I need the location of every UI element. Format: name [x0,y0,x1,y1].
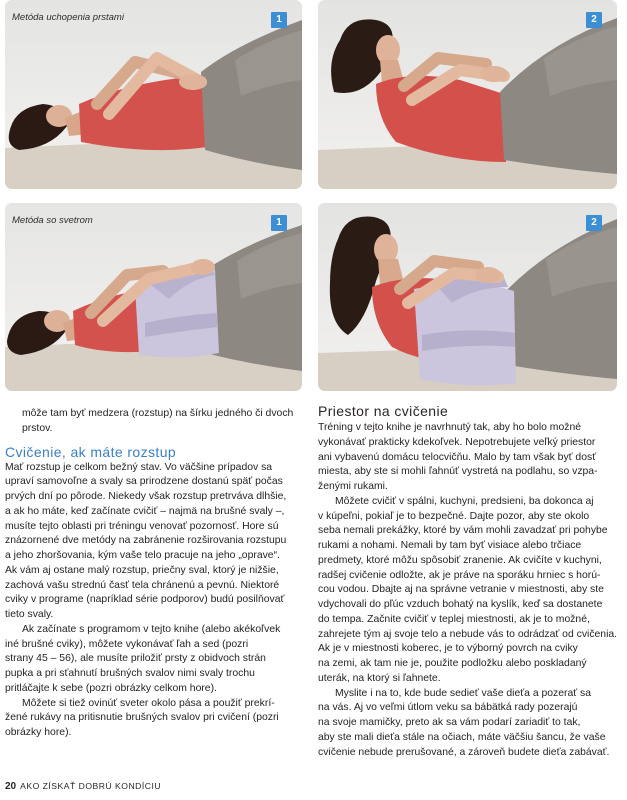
photo-caption: Metóda so svetrom [12,215,93,226]
text-line: cou vodou. Dbajte aj na správne vetranie v miestnosti, aby ste [318,584,604,596]
page-footer [5,779,161,794]
photo-finger-method-step-2 [318,0,617,189]
page-number: 20 [5,781,17,792]
running-title: AKO ZÍSKAŤ DOBRÚ KONDÍCIU [20,781,162,791]
text-line: pupka a pri sťahnutí brušných svalov nimi svaly trochu [5,668,255,679]
text-line: upraví samovoľne a svaly sa prirodzene dostanú späť počas [5,476,283,488]
text-line: znázornené dve metódy na zabránenie rozširovania rozstupu [5,535,287,547]
photo-finger-method-step-1 [5,0,302,189]
paragraph [318,495,617,687]
text-line: vdychovali do pľúc vzduch bohatý na kyslík, keď sa dostanete [318,599,603,610]
text-line: Ak vám aj ostane malý rozstup, priečny sval, ktorý je nižšie, [5,564,279,576]
text-line: obrázky hore). [5,727,72,738]
section-heading-exercise-space: Priestor na cvičenie [318,403,449,419]
photo-illustration [318,0,617,189]
text-line: cviky v programe (napríklad série podporov) budú posilňovať [5,594,285,606]
paragraph [318,421,617,495]
text-line: strany 45 – 56), ale musíte priložiť prsty z obidvoch strán [5,653,266,665]
text-line: miesta, aby ste si mohli ľahnúť vystretá na podlahu, so vzpa- [318,466,598,478]
continued-paragraph [5,407,301,437]
text-line: žené rukávy na pritisnutie brušných svalov pri cvičení (pozri [5,712,279,724]
step-number-badge: 1 [271,215,287,231]
text-line: môže tam byť medzera (rozstup) na šírku jedného či dvoch [22,408,294,419]
text-line: a ak ho máte, keď začínate cvičiť – najmä na brušné svaly –, [5,505,285,517]
text-line: seba nemali prekážky, ktoré by vám mohli zavadzať pri pohybe [318,525,608,537]
text-line: cvičenie nebude prerušované, a zároveň budete dieťa zabávať. [318,746,610,758]
text-line: a jeho zhoršovania, kým vaše telo pracuje na jeho „oprave“. [5,550,280,561]
step-number-badge: 2 [586,12,602,28]
text-line: ženými rukami. [318,481,388,492]
text-line: aby ste mali dieťa stále na očiach, máte väčšiu šancu, že vaše [318,731,606,743]
step-number-badge: 2 [586,215,602,231]
text-line: uterák, na ktorý si ľahnete. [318,672,441,684]
photo-illustration [5,0,302,189]
text-line: vykonávať prakticky kdekoľvek. Nepotrebujete veľký priestor [318,436,596,448]
text-line: predmety, ktoré môžu spôsobiť zranenie. Ak cvičíte v kuchyni, [318,554,602,566]
photo-sweater-method-step-1 [5,203,302,391]
paragraph [5,461,301,623]
text-line: radšej cvičenie odložte, ak je práve na sporáku hrniec s horú- [318,569,601,581]
paragraph [318,687,617,761]
text-line: na svoje mamičky, preto ak sa vám podarí zariadiť to tak, [318,717,581,728]
text-line: iné brušné cviky), môžete vykonávať ľah a sed (pozri [5,638,249,650]
text-line: musíte tejto oblasti pri tréningu venovať pozornosť. Hore sú [5,520,279,532]
paragraph [5,623,301,697]
text-line: ani vybavenú domácu telocvičňu. Malo by tam však byť dosť [318,451,597,463]
left-text-column [5,407,301,741]
photo-sweater-method-step-2 [318,203,617,391]
text-line: pritláčajte k sebe (pozri obrázky celkom hore). [5,682,217,694]
photo-caption: Metóda uchopenia prstami [12,12,124,23]
photo-illustration [318,203,617,391]
hands [191,259,215,275]
hands [475,267,501,283]
hands [179,74,207,90]
text-line: rukami a nohami. Nemali by tam byť visiace alebo trčiace [318,540,582,551]
text-line: v kúpeľni, pokiaľ je to bezpečné. Dajte pozor, aby ste okolo [318,510,590,522]
text-line: na vás. Aj vo veľmi útlom veku sa bábätká rady pozerajú [318,702,578,714]
photo-illustration [5,203,302,391]
text-line: Môžete cvičiť v spálni, kuchyni, predsieni, ba dokonca aj [335,495,594,507]
text-line: prstov. [22,422,53,434]
text-line: Myslite i na to, kde bude sedieť vaše dieťa a pozerať sa [335,687,592,699]
step-number-badge: 1 [271,12,287,28]
text-line: zahrejete tým aj svoje telo a nebude vás to odrádzať od cvičenia. [318,628,618,640]
text-line: do tempa. Začnite cvičiť v teplej miestnosti, ak je to možné, [318,613,590,625]
text-line: Tréning v tejto knihe je navrhnutý tak, aby ho bolo možné [318,422,581,433]
text-line: tieto svaly. [5,609,54,620]
right-text-column [318,403,617,760]
text-line: Môžete si tiež ovinúť sveter okolo pása a použiť prekrí- [22,697,275,709]
text-line: Ak je v miestnosti koberec, je to výborný povrch na cviky [318,643,578,655]
text-line: Mať rozstup je celkom bežný stav. Vo väčšine prípadov sa [5,461,273,473]
text-line: Ak začínate s programom v tejto knihe (alebo akékoľvek [22,623,281,635]
text-line: na zemi, ak tam nie je, použite podložku alebo poskladaný [318,658,587,669]
section-heading-diastasis: Cvičenie, ak máte rozstup [5,443,177,460]
hands [480,66,508,82]
text-line: zachová vašu strednú časť tela chránenú a pevnú. Niektoré [5,579,280,591]
text-line: prvých dní po pôrode. Niekedy však rozstup pretrváva dlhšie, [5,491,287,502]
paragraph [5,697,301,741]
